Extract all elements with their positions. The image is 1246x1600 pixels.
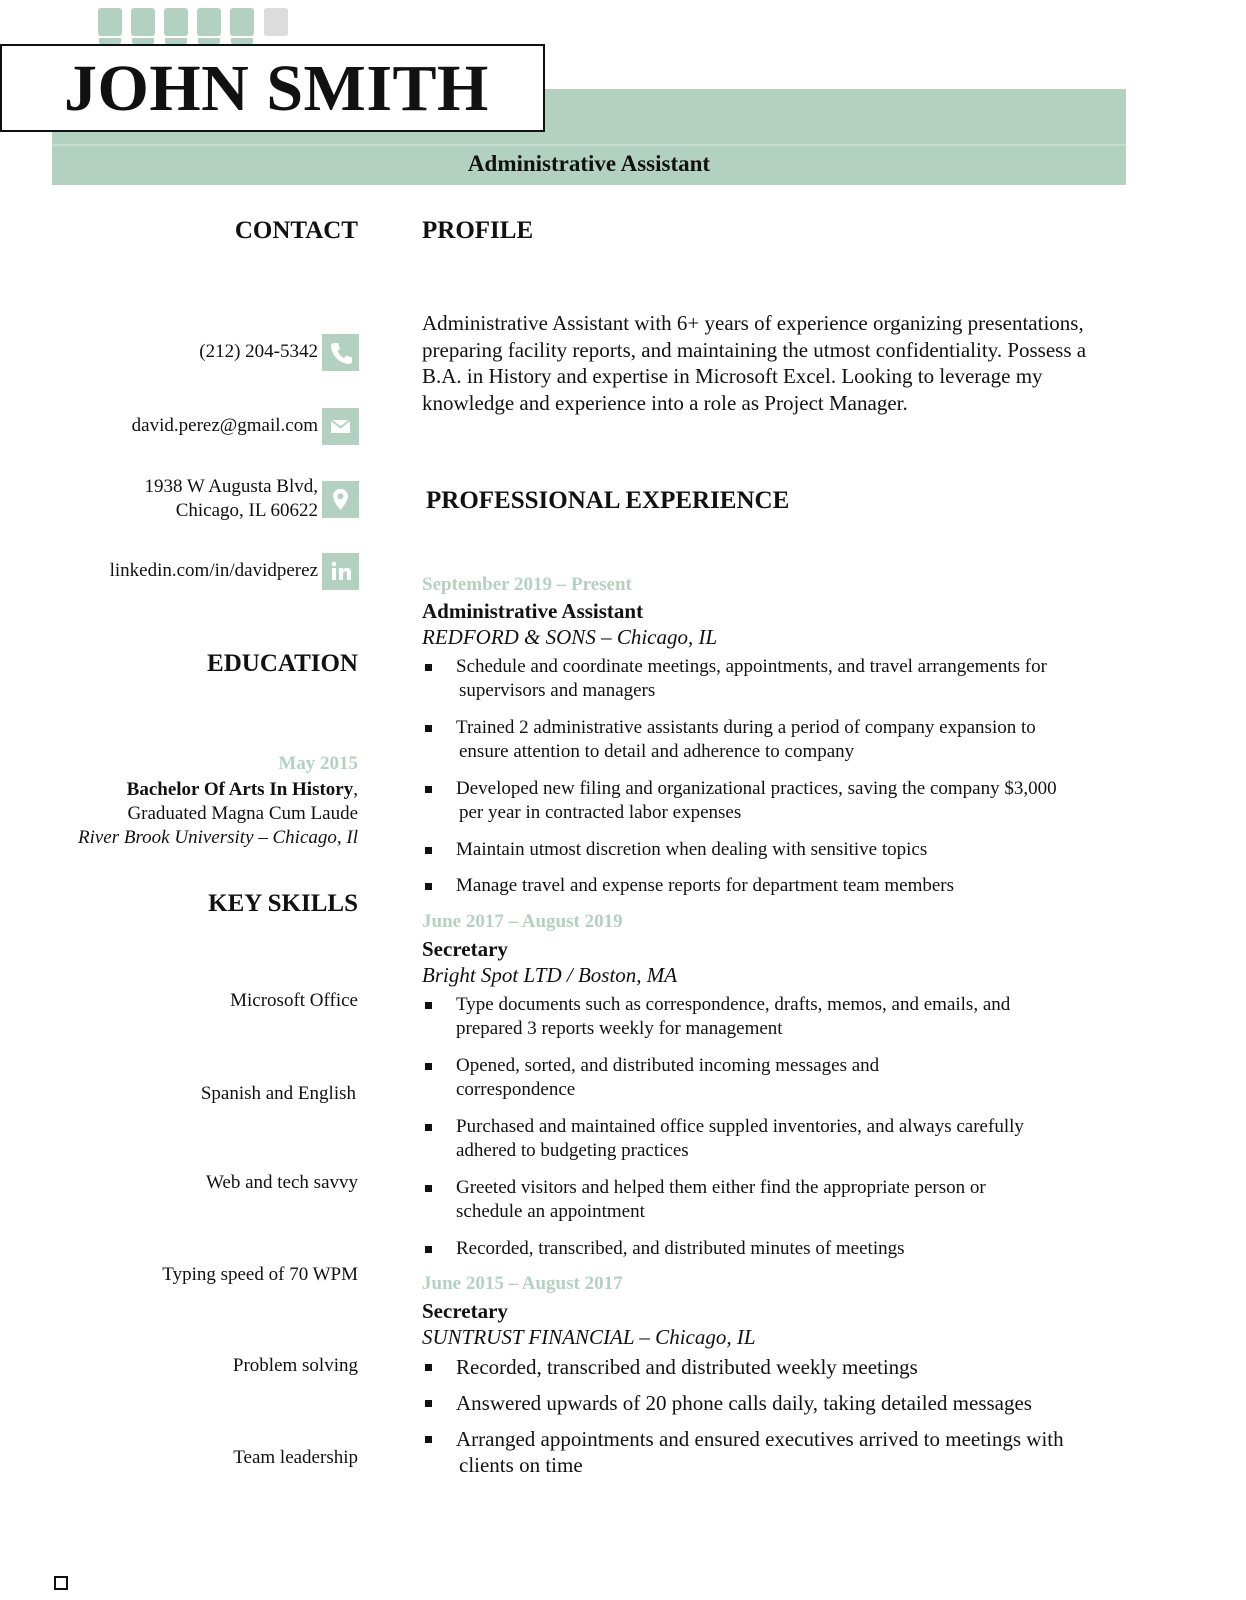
profile-heading: PROFILE bbox=[422, 217, 534, 244]
education-degree bbox=[127, 778, 358, 802]
email-text[interactable]: david.perez@gmail.com bbox=[131, 415, 318, 436]
job-bullet: Type documents such as correspondence, drafts, memos, and emails, and prepared 3 reports weekly for management bbox=[422, 993, 1122, 1041]
job-bullet: Developed new filing and organizational practices, saving the company $3,000 per year in contracted labor expenses bbox=[422, 777, 1122, 825]
decorative-square bbox=[230, 8, 254, 36]
job-bullet: Trained 2 administrative assistants during a period of company expansion to ensure attention to detail and adherence to company bbox=[422, 716, 1122, 764]
profile-summary: Administrative Assistant with 6+ years of experience organizing presentations, preparing facility reports, and maintaining the utmost confidentiality. Possess a B.A. in History and expertise in Microsoft Excel. Looking to leverage my knowledge and experience into a role as Project Manager. bbox=[422, 311, 1087, 415]
job-bullet: Recorded, transcribed and distributed weekly meetings bbox=[422, 1354, 1122, 1380]
decorative-square bbox=[98, 8, 122, 36]
bullet-marker bbox=[425, 664, 432, 671]
skill-item: Web and tech savvy bbox=[206, 1172, 358, 1193]
education-heading: EDUCATION bbox=[207, 650, 358, 677]
bullet-marker bbox=[425, 1124, 432, 1131]
job-bullet: Arranged appointments and ensured executives arrived to meetings with clients on time bbox=[422, 1426, 1122, 1478]
skill-item: Spanish and English bbox=[200, 1083, 356, 1104]
education-date: May 2015 bbox=[278, 753, 358, 774]
skill-item: Team leadership bbox=[233, 1447, 358, 1468]
skill-item: Typing speed of 70 WPM bbox=[162, 1264, 358, 1285]
footer-square bbox=[54, 1576, 68, 1590]
skill-item: Microsoft Office bbox=[230, 990, 358, 1011]
skills-heading: KEY SKILLS bbox=[208, 890, 358, 917]
job-title: Administrative Assistant bbox=[467, 151, 711, 176]
job-bullet: Recorded, transcribed, and distributed minutes of meetings bbox=[422, 1237, 1122, 1261]
phone-text: (212) 204-5342 bbox=[199, 341, 318, 362]
bullet-marker bbox=[425, 1246, 432, 1253]
band-divider bbox=[52, 144, 1126, 146]
bullet-marker bbox=[425, 847, 432, 854]
decorative-square bbox=[164, 8, 188, 36]
experience-heading: PROFESSIONAL EXPERIENCE bbox=[426, 487, 790, 514]
location-icon bbox=[322, 481, 359, 518]
degree-suffix: , bbox=[353, 779, 358, 800]
job-date: June 2015 – August 2017 bbox=[422, 1273, 623, 1294]
skill-item: Problem solving bbox=[232, 1355, 358, 1376]
bullet-marker bbox=[425, 883, 432, 890]
phone-icon bbox=[322, 334, 359, 371]
bullet-marker bbox=[425, 1400, 432, 1407]
education-honors: Graduated Magna Cum Laude bbox=[127, 803, 358, 824]
linkedin-icon bbox=[322, 553, 359, 590]
job-date: June 2017 – August 2019 bbox=[422, 911, 623, 932]
job-date: September 2019 – Present bbox=[422, 574, 632, 595]
job-bullet: Opened, sorted, and distributed incoming messages and correspondence bbox=[422, 1054, 1122, 1102]
bullet-marker bbox=[425, 1185, 432, 1192]
job-bullet: Answered upwards of 20 phone calls daily, taking detailed messages bbox=[422, 1390, 1122, 1416]
bullet-marker bbox=[425, 1436, 432, 1443]
decorative-square bbox=[131, 8, 155, 36]
bullet-marker bbox=[425, 1002, 432, 1009]
address-line-1: 1938 W Augusta Blvd, bbox=[144, 476, 318, 497]
linkedin-text[interactable]: linkedin.com/in/davidperez bbox=[109, 560, 318, 581]
job-company: SUNTRUST FINANCIAL – Chicago, IL bbox=[422, 1325, 756, 1349]
email-icon bbox=[322, 408, 359, 445]
job-bullet: Purchased and maintained office suppled inventories, and always carefully adhered to budgeting practices bbox=[422, 1115, 1122, 1163]
bullet-marker bbox=[425, 725, 432, 732]
bullet-marker bbox=[425, 786, 432, 793]
job-role: Administrative Assistant bbox=[422, 599, 644, 623]
decorative-squares bbox=[98, 8, 298, 44]
job-bullet: Manage travel and expense reports for department team members bbox=[422, 874, 1122, 898]
degree-name: Bachelor Of Arts In History bbox=[126, 779, 354, 800]
job-role: Secretary bbox=[422, 1299, 508, 1323]
job-company: Bright Spot LTD / Boston, MA bbox=[422, 963, 678, 987]
contact-heading: CONTACT bbox=[234, 217, 358, 244]
address-line-2: Chicago, IL 60622 bbox=[175, 500, 318, 521]
job-bullet: Maintain utmost discretion when dealing with sensitive topics bbox=[422, 838, 1122, 862]
decorative-square bbox=[264, 8, 288, 36]
job-bullet: Greeted visitors and helped them either find the appropriate person or schedule an appointment bbox=[422, 1176, 1122, 1224]
job-company: REDFORD & SONS – Chicago, IL bbox=[422, 625, 718, 649]
job-bullet: Schedule and coordinate meetings, appointments, and travel arrangements for supervisors and managers bbox=[422, 655, 1122, 703]
education-school: River Brook University – Chicago, Il bbox=[77, 827, 358, 848]
candidate-name: JOHN SMITH bbox=[64, 52, 489, 125]
bullet-marker bbox=[425, 1364, 432, 1371]
decorative-square bbox=[197, 8, 221, 36]
bullet-marker bbox=[425, 1063, 432, 1070]
job-role: Secretary bbox=[422, 937, 508, 961]
